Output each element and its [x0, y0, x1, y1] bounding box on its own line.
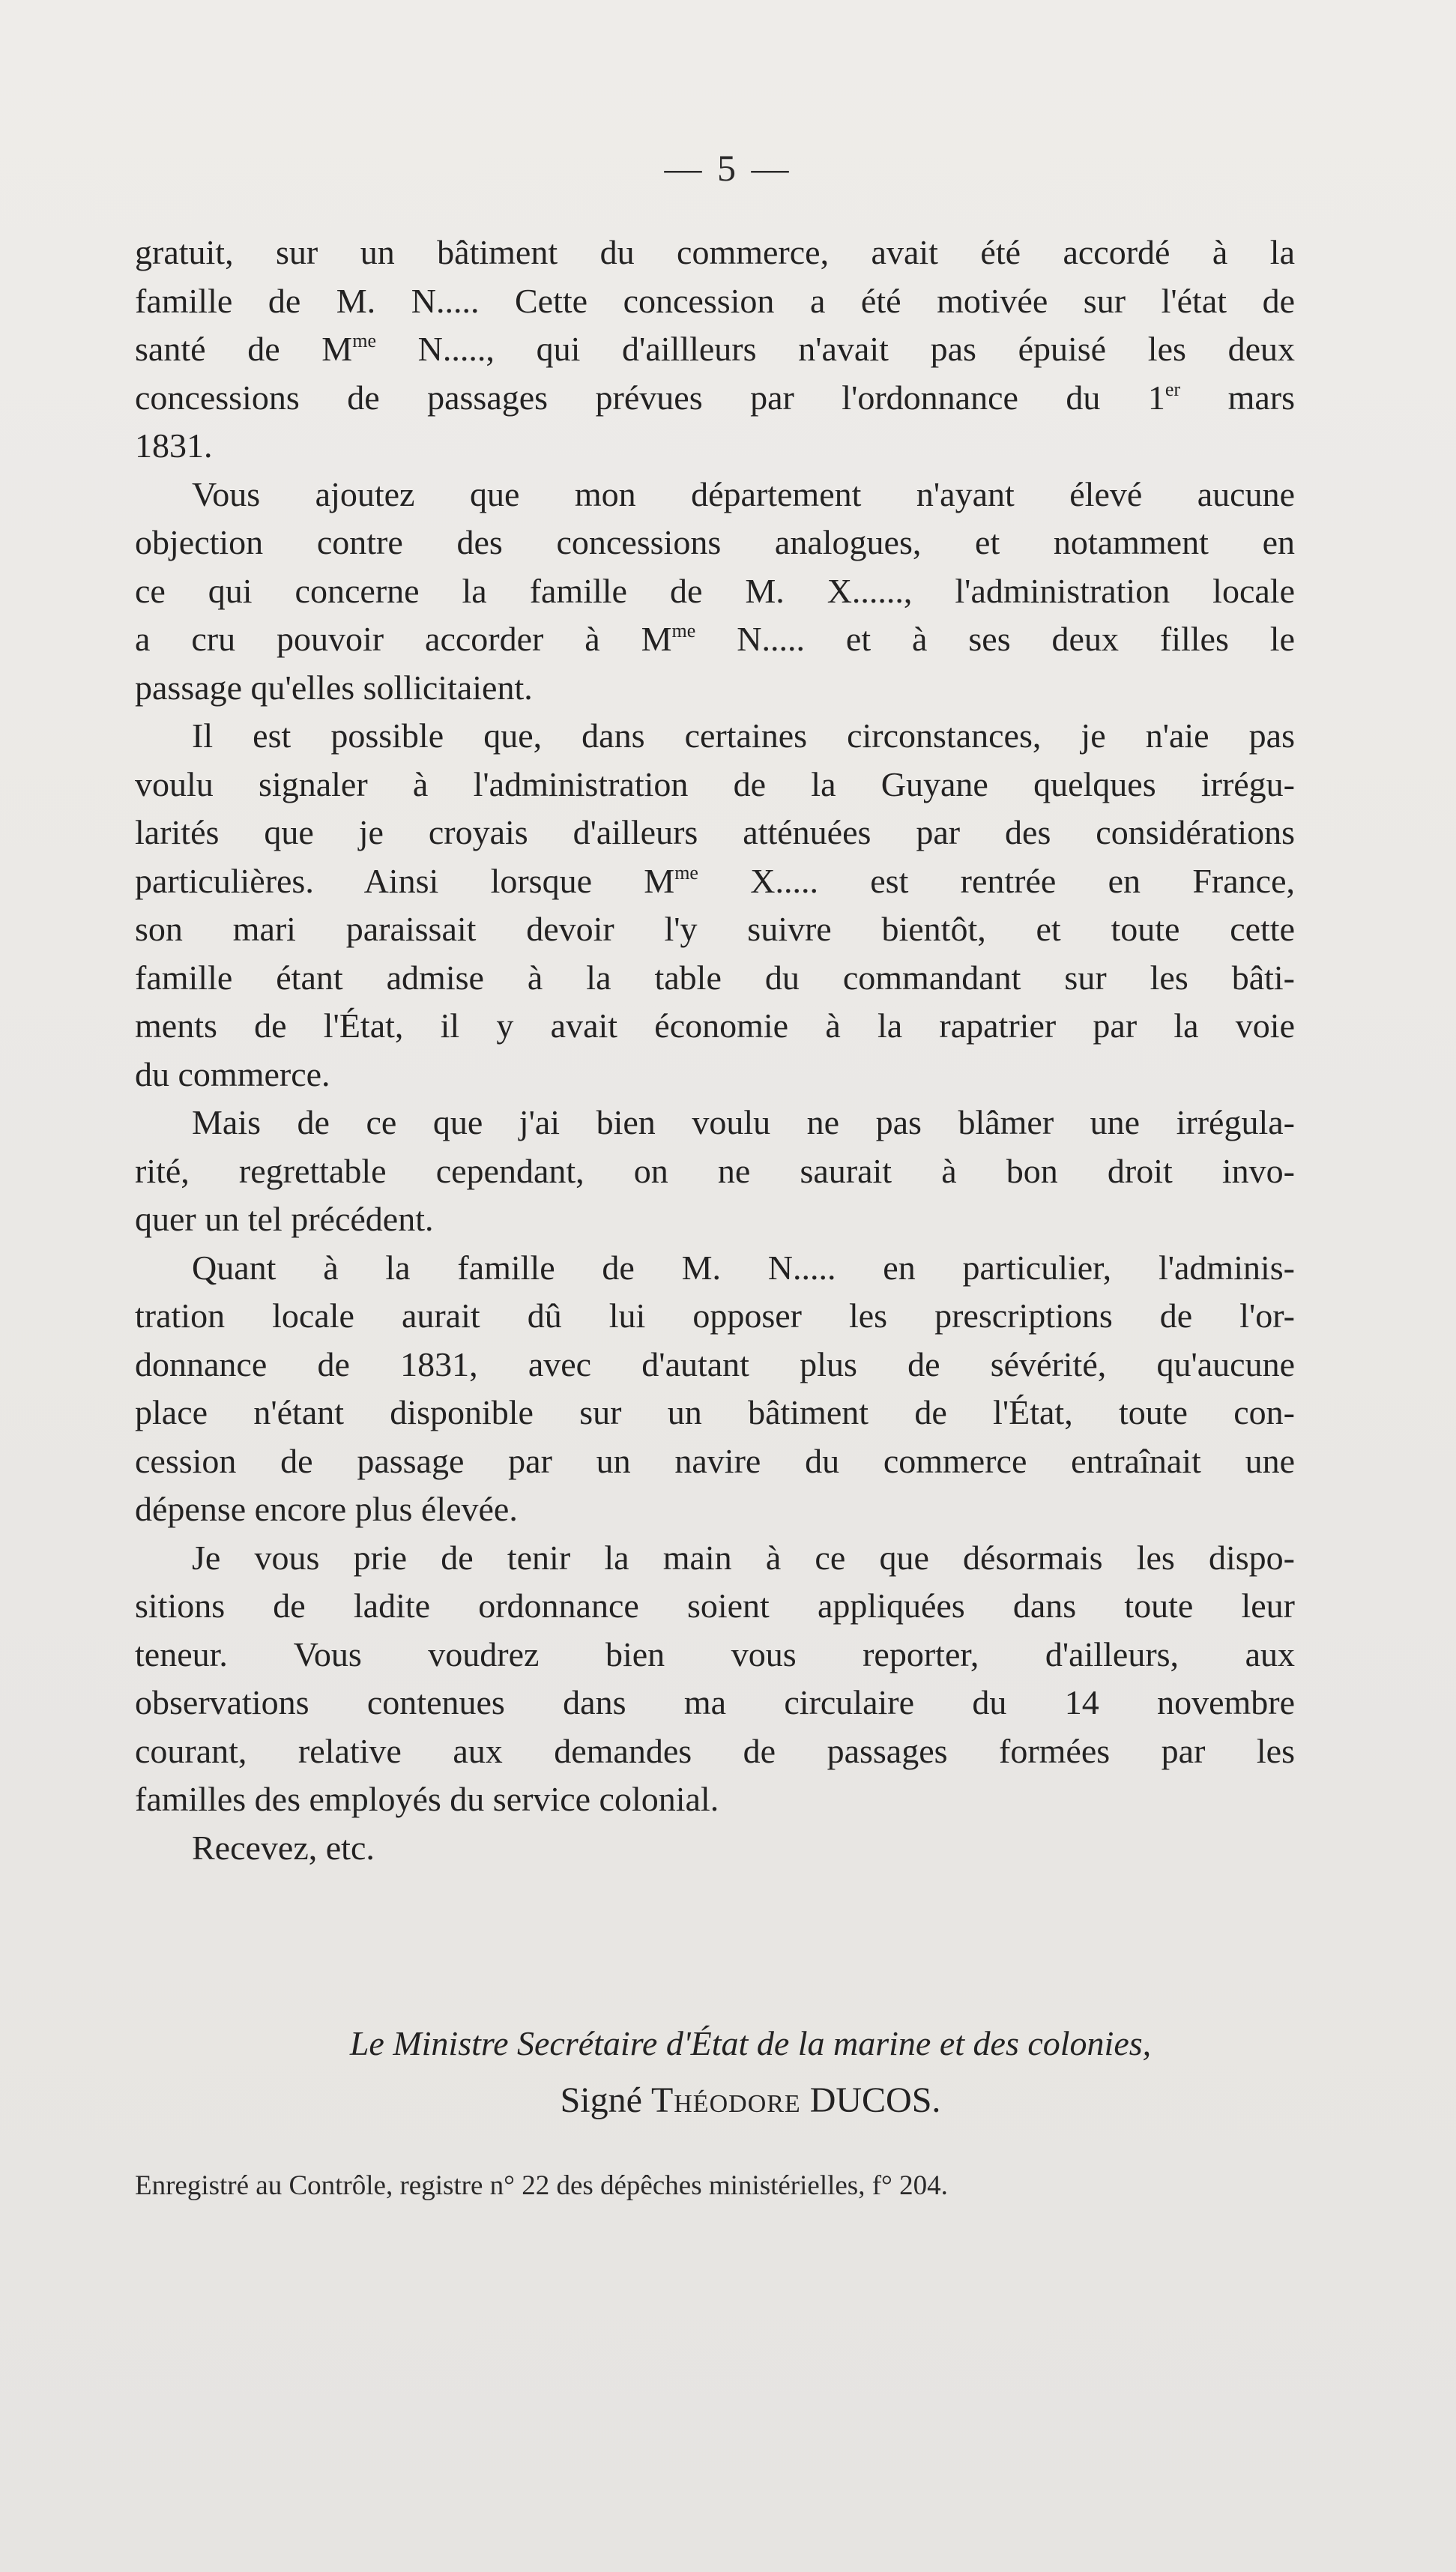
paragraph-start: Mais de ce que j'ai bien voulu ne pas blâmer une irrégula- [192, 1103, 1295, 1141]
body-line: observations contenues dans ma circulaire du 14 novembre [135, 1683, 1295, 1721]
page-number: — 5 — [664, 147, 792, 189]
body-line: dépense encore plus élevée. [135, 1490, 518, 1528]
body-text: mars [1180, 378, 1295, 417]
letter-body [135, 229, 1295, 1872]
body-line: tration locale aurait dû lui opposer les prescriptions de l'or- [135, 1296, 1295, 1335]
body-line [135, 857, 1295, 906]
body-line: 1831. [135, 426, 213, 465]
body-line: rité, regrettable cependant, on ne saurait à bon droit invo- [135, 1151, 1295, 1190]
signature-title: Le Ministre Secrétaire d'État de la marine et des colonies, [349, 2024, 1152, 2062]
paragraph-start: Je vous prie de tenir la main à ce que désormais les dispo- [192, 1538, 1295, 1577]
body-line: voulu signaler à l'administration de la Guyane quelques irrégu- [135, 764, 1295, 803]
body-line: courant, relative aux demandes de passages formées par les [135, 1731, 1295, 1770]
body-text: N..... et à ses deux filles le [695, 620, 1295, 658]
body-line [135, 325, 1295, 374]
body-line: donnance de 1831, avec d'autant plus de sévérité, qu'aucune [135, 1344, 1295, 1383]
body-text: santé de M [135, 330, 353, 368]
body-text: a cru pouvoir accorder à M [135, 620, 672, 658]
body-line: sitions de ladite ordonnance soient appliquées dans toute leur [135, 1587, 1295, 1625]
body-line: son mari paraissait devoir l'y suivre bientôt, et toute cette [135, 910, 1295, 948]
body-line: ments de l'État, il y avait économie à la rapatrier par la voie [135, 1006, 1295, 1045]
paragraph-start: Il est possible que, dans certaines circonstances, je n'aie pas [192, 716, 1295, 755]
body-line [135, 374, 1295, 423]
body-line: quer un tel précédent. [135, 1200, 434, 1238]
body-line: objection contre des concessions analogues, et notamment en [135, 523, 1295, 561]
body-text: particulières. Ainsi lorsque M [135, 861, 675, 900]
signer-first-name: Théodore [650, 2080, 801, 2120]
body-line: ce qui concerne la famille de M. X......, l'administration locale [135, 571, 1295, 610]
body-line: gratuit, sur un bâtiment du commerce, avait été accordé à la [135, 233, 1295, 271]
body-line: du commerce. [135, 1054, 330, 1093]
signed-prefix: Signé [560, 2080, 642, 2120]
paragraph-start: Vous ajoutez que mon département n'ayant élevé aucune [192, 474, 1295, 513]
body-line [135, 615, 1295, 664]
signer-last-name: DUCOS. [809, 2080, 941, 2120]
superscript: me [671, 620, 696, 642]
registration-note: Enregistré au Contrôle, registre n° 22 des dépêches ministérielles, f° 204. [135, 2170, 948, 2201]
superscript: er [1165, 378, 1181, 400]
signature-name [0, 2080, 1456, 2121]
closing-salutation: Recevez, etc. [192, 1828, 375, 1867]
body-line: passage qu'elles sollicitaient. [135, 668, 533, 707]
body-line: famille étant admise à la table du commandant sur les bâti- [135, 958, 1295, 997]
body-text: concessions de passages prévues par l'ordonnance du 1 [135, 378, 1165, 417]
superscript: me [352, 330, 376, 351]
superscript: me [674, 861, 698, 884]
body-line: famille de M. N..... Cette concession a été motivée sur l'état de [135, 281, 1295, 320]
body-line: larités que je croyais d'ailleurs atténuées par des considérations [135, 813, 1295, 851]
body-line: cession de passage par un navire du commerce entraînait une [135, 1441, 1295, 1480]
body-line: teneur. Vous voudrez bien vous reporter, d'ailleurs, aux [135, 1634, 1295, 1673]
body-text: N....., qui d'aillleurs n'avait pas épuisé les deux [375, 330, 1295, 368]
body-line: familles des employés du service colonial. [135, 1780, 719, 1818]
body-text: X..... est rentrée en France, [698, 861, 1295, 900]
paragraph-start: Quant à la famille de M. N..... en particulier, l'adminis- [192, 1248, 1295, 1287]
body-line: place n'étant disponible sur un bâtiment de l'État, toute con- [135, 1393, 1295, 1431]
